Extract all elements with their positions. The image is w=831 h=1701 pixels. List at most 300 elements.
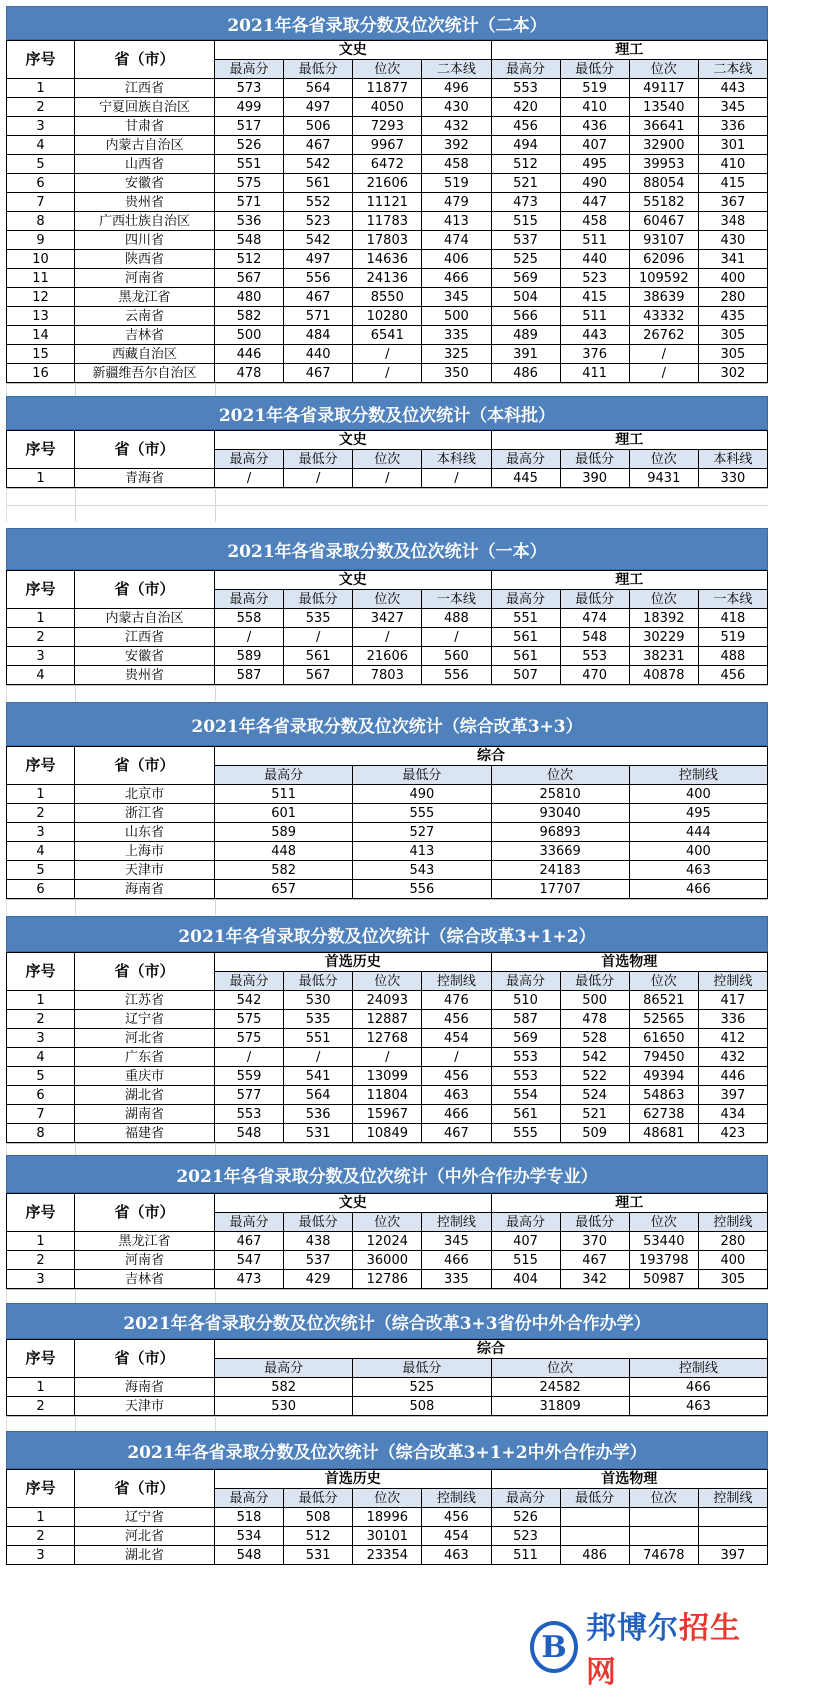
value-cell: 9967 — [353, 136, 422, 155]
value-cell: 496 — [422, 79, 491, 98]
row-number: 1 — [7, 609, 75, 628]
header-province: 省（市） — [75, 571, 215, 609]
row-number: 4 — [7, 842, 75, 861]
value-cell: 490 — [560, 174, 629, 193]
table-row — [7, 991, 768, 1010]
value-cell: 466 — [422, 1251, 491, 1270]
score-table — [6, 1469, 768, 1565]
value-cell: / — [353, 628, 422, 647]
value-cell: 454 — [422, 1527, 491, 1546]
table-row — [7, 1378, 768, 1397]
value-cell: 32900 — [629, 136, 698, 155]
score-table — [6, 952, 768, 1143]
value-cell: 404 — [491, 1270, 560, 1289]
header-no: 序号 — [7, 953, 75, 991]
column-header: 控制线 — [698, 1213, 767, 1232]
value-cell: 473 — [491, 193, 560, 212]
value-cell: 566 — [491, 307, 560, 326]
group-header-b: 理工 — [491, 1194, 768, 1213]
value-cell: 26762 — [629, 326, 698, 345]
province-cell: 湖北省 — [75, 1546, 215, 1565]
value-cell: 488 — [422, 609, 491, 628]
value-cell: 530 — [215, 1397, 353, 1416]
value-cell: 467 — [284, 136, 353, 155]
value-cell: 390 — [560, 469, 629, 488]
column-header: 本科线 — [422, 450, 491, 469]
table-row — [7, 288, 768, 307]
value-cell: 440 — [284, 345, 353, 364]
column-header: 位次 — [629, 972, 698, 991]
column-header: 位次 — [491, 766, 629, 785]
value-cell: 560 — [422, 647, 491, 666]
column-header: 位次 — [629, 1489, 698, 1508]
table-row — [7, 647, 768, 666]
row-number: 2 — [7, 628, 75, 647]
score-table — [6, 1339, 768, 1416]
row-number: 12 — [7, 288, 75, 307]
value-cell: 575 — [215, 1029, 284, 1048]
value-cell: 509 — [560, 1124, 629, 1143]
province-cell: 吉林省 — [75, 326, 215, 345]
table-row — [7, 98, 768, 117]
value-cell: 418 — [698, 609, 767, 628]
section-title: 2021年各省录取分数及位次统计（综合改革3+3省份中外合作办学） — [6, 1303, 768, 1339]
value-cell: 13099 — [353, 1067, 422, 1086]
value-cell: 551 — [284, 1029, 353, 1048]
value-cell: 463 — [422, 1546, 491, 1565]
score-table — [6, 430, 768, 488]
province-cell: 河南省 — [75, 1251, 215, 1270]
value-cell: 587 — [215, 666, 284, 685]
province-cell: 内蒙古自治区 — [75, 609, 215, 628]
value-cell: / — [629, 345, 698, 364]
page — [6, 0, 768, 1563]
value-cell: 512 — [491, 155, 560, 174]
value-cell: 400 — [629, 842, 767, 861]
value-cell: 525 — [353, 1378, 491, 1397]
province-cell: 山东省 — [75, 823, 215, 842]
value-cell: 4050 — [353, 98, 422, 117]
value-cell: 345 — [698, 98, 767, 117]
column-header: 最高分 — [491, 1213, 560, 1232]
value-cell: 55182 — [629, 193, 698, 212]
value-cell: / — [215, 469, 284, 488]
value-cell: 411 — [560, 364, 629, 383]
table-row — [7, 1086, 768, 1105]
value-cell: 558 — [215, 609, 284, 628]
value-cell: / — [353, 364, 422, 383]
province-cell: 黑龙江省 — [75, 288, 215, 307]
value-cell: 524 — [560, 1086, 629, 1105]
province-cell: 广东省 — [75, 1048, 215, 1067]
value-cell: 458 — [560, 212, 629, 231]
province-cell: 江苏省 — [75, 991, 215, 1010]
province-cell: 内蒙古自治区 — [75, 136, 215, 155]
table-row — [7, 231, 768, 250]
value-cell: 11877 — [353, 79, 422, 98]
value-cell: 397 — [698, 1546, 767, 1565]
value-cell: / — [353, 1048, 422, 1067]
value-cell: 577 — [215, 1086, 284, 1105]
value-cell: 495 — [629, 804, 767, 823]
value-cell: 456 — [491, 117, 560, 136]
value-cell: 18392 — [629, 609, 698, 628]
value-cell: 463 — [629, 1397, 767, 1416]
table-section — [6, 1303, 768, 1432]
value-cell: 430 — [698, 231, 767, 250]
value-cell: 446 — [698, 1067, 767, 1086]
value-cell: 478 — [560, 1010, 629, 1029]
value-cell: 518 — [215, 1508, 284, 1527]
value-cell: 589 — [215, 647, 284, 666]
province-cell: 江西省 — [75, 79, 215, 98]
row-number: 15 — [7, 345, 75, 364]
value-cell: 515 — [491, 212, 560, 231]
value-cell: 556 — [353, 880, 491, 899]
value-cell: 554 — [491, 1086, 560, 1105]
value-cell: 522 — [560, 1067, 629, 1086]
value-cell: 534 — [215, 1527, 284, 1546]
value-cell: 506 — [284, 117, 353, 136]
section-title: 2021年各省录取分数及位次统计（中外合作办学专业） — [6, 1155, 768, 1193]
section-title: 2021年各省录取分数及位次统计（综合改革3+1+2中外合作办学） — [6, 1431, 768, 1469]
value-cell: 589 — [215, 823, 353, 842]
group-header-a: 文史 — [215, 41, 492, 60]
value-cell: 74678 — [629, 1546, 698, 1565]
value-cell: 445 — [491, 469, 560, 488]
column-header: 位次 — [353, 1213, 422, 1232]
group-header-a: 文史 — [215, 431, 492, 450]
value-cell: 500 — [560, 991, 629, 1010]
value-cell: 447 — [560, 193, 629, 212]
row-number: 8 — [7, 1124, 75, 1143]
table-row — [7, 1029, 768, 1048]
table-section — [6, 528, 768, 701]
column-header: 最高分 — [491, 590, 560, 609]
column-header: 位次 — [629, 1213, 698, 1232]
watermark-logo-icon: B — [530, 1621, 578, 1673]
value-cell: 521 — [560, 1105, 629, 1124]
row-number: 3 — [7, 647, 75, 666]
value-cell: 569 — [491, 1029, 560, 1048]
value-cell: 12024 — [353, 1232, 422, 1251]
value-cell: 3427 — [353, 609, 422, 628]
spreadsheet-gap — [6, 685, 768, 701]
column-header: 位次 — [353, 450, 422, 469]
column-header: 最低分 — [560, 1213, 629, 1232]
value-cell: 467 — [422, 1124, 491, 1143]
value-cell: 499 — [215, 98, 284, 117]
value-cell: 548 — [215, 1546, 284, 1565]
value-cell: 79450 — [629, 1048, 698, 1067]
value-cell: 548 — [215, 1124, 284, 1143]
column-header: 二本线 — [422, 60, 491, 79]
column-header: 最低分 — [284, 60, 353, 79]
table-row — [7, 345, 768, 364]
province-cell: 贵州省 — [75, 193, 215, 212]
table-row — [7, 364, 768, 383]
value-cell: 494 — [491, 136, 560, 155]
value-cell: 54863 — [629, 1086, 698, 1105]
province-cell: 吉林省 — [75, 1270, 215, 1289]
value-cell: 305 — [698, 1270, 767, 1289]
value-cell: 350 — [422, 364, 491, 383]
value-cell: 6541 — [353, 326, 422, 345]
row-number: 4 — [7, 666, 75, 685]
value-cell: 43332 — [629, 307, 698, 326]
province-cell: 西藏自治区 — [75, 345, 215, 364]
value-cell: 86521 — [629, 991, 698, 1010]
value-cell: 325 — [422, 345, 491, 364]
header-province: 省（市） — [75, 1194, 215, 1232]
watermark-text-part-b: 招生网 — [585, 1611, 741, 1690]
value-cell: 466 — [629, 880, 767, 899]
value-cell: 423 — [698, 1124, 767, 1143]
value-cell: 456 — [698, 666, 767, 685]
value-cell: 11783 — [353, 212, 422, 231]
value-cell: 548 — [560, 628, 629, 647]
table-row — [7, 269, 768, 288]
value-cell: 553 — [215, 1105, 284, 1124]
column-header: 最高分 — [215, 1213, 284, 1232]
value-cell: 88054 — [629, 174, 698, 193]
value-cell: 456 — [422, 1010, 491, 1029]
value-cell: 537 — [491, 231, 560, 250]
value-cell: 11121 — [353, 193, 422, 212]
value-cell: 497 — [284, 250, 353, 269]
column-header: 最低分 — [284, 972, 353, 991]
header-no: 序号 — [7, 431, 75, 469]
value-cell: 62738 — [629, 1105, 698, 1124]
value-cell: 552 — [284, 193, 353, 212]
row-number: 1 — [7, 1232, 75, 1251]
value-cell: 406 — [422, 250, 491, 269]
row-number: 4 — [7, 1048, 75, 1067]
value-cell: 467 — [560, 1251, 629, 1270]
value-cell: 511 — [215, 785, 353, 804]
value-cell: 40878 — [629, 666, 698, 685]
table-row — [7, 1105, 768, 1124]
province-cell: 上海市 — [75, 842, 215, 861]
row-number: 3 — [7, 1546, 75, 1565]
value-cell: 466 — [629, 1378, 767, 1397]
value-cell: 13540 — [629, 98, 698, 117]
value-cell — [629, 1527, 698, 1546]
value-cell: 12887 — [353, 1010, 422, 1029]
column-header: 一本线 — [698, 590, 767, 609]
value-cell: 432 — [698, 1048, 767, 1067]
value-cell: 508 — [353, 1397, 491, 1416]
value-cell: 541 — [284, 1067, 353, 1086]
value-cell: 435 — [698, 307, 767, 326]
value-cell: 432 — [422, 117, 491, 136]
value-cell: 370 — [560, 1232, 629, 1251]
value-cell: 504 — [491, 288, 560, 307]
value-cell: / — [284, 469, 353, 488]
value-cell: 536 — [215, 212, 284, 231]
province-cell: 安徽省 — [75, 647, 215, 666]
header-no: 序号 — [7, 1340, 75, 1378]
value-cell: 484 — [284, 326, 353, 345]
value-cell: 523 — [284, 212, 353, 231]
table-section — [6, 702, 768, 915]
value-cell: 407 — [491, 1232, 560, 1251]
value-cell: 510 — [491, 991, 560, 1010]
score-table — [6, 1193, 768, 1289]
value-cell: 6472 — [353, 155, 422, 174]
value-cell: 495 — [560, 155, 629, 174]
table-row — [7, 880, 768, 899]
table-section — [6, 916, 768, 1159]
value-cell: 420 — [491, 98, 560, 117]
value-cell: 341 — [698, 250, 767, 269]
value-cell: 497 — [284, 98, 353, 117]
value-cell: 96893 — [491, 823, 629, 842]
group-header-b: 理工 — [491, 571, 768, 590]
value-cell: 526 — [215, 136, 284, 155]
value-cell: 531 — [284, 1124, 353, 1143]
row-number: 3 — [7, 823, 75, 842]
value-cell — [560, 1508, 629, 1527]
value-cell: 466 — [422, 1105, 491, 1124]
row-number: 2 — [7, 1527, 75, 1546]
value-cell: 527 — [353, 823, 491, 842]
column-header: 控制线 — [698, 972, 767, 991]
value-cell: 31809 — [491, 1397, 629, 1416]
value-cell: 519 — [560, 79, 629, 98]
value-cell: / — [353, 345, 422, 364]
value-cell: 479 — [422, 193, 491, 212]
table-row — [7, 1067, 768, 1086]
value-cell: 30101 — [353, 1527, 422, 1546]
value-cell: 553 — [491, 1048, 560, 1067]
value-cell: 507 — [491, 666, 560, 685]
value-cell: 511 — [560, 231, 629, 250]
table-row — [7, 666, 768, 685]
value-cell: 36000 — [353, 1251, 422, 1270]
value-cell: 330 — [698, 469, 767, 488]
table-row — [7, 193, 768, 212]
value-cell: 575 — [215, 174, 284, 193]
value-cell: 478 — [215, 364, 284, 383]
value-cell: 535 — [284, 609, 353, 628]
table-section — [6, 396, 768, 522]
spreadsheet-gap — [6, 1416, 768, 1432]
column-header: 位次 — [491, 1359, 629, 1378]
column-header: 最低分 — [560, 590, 629, 609]
column-header: 最高分 — [215, 60, 284, 79]
value-cell: 24183 — [491, 861, 629, 880]
value-cell: 93107 — [629, 231, 698, 250]
value-cell: / — [422, 1048, 491, 1067]
spreadsheet-gap — [6, 899, 768, 915]
column-header: 一本线 — [422, 590, 491, 609]
value-cell: 500 — [215, 326, 284, 345]
group-header-a: 文史 — [215, 571, 492, 590]
value-cell: 336 — [698, 117, 767, 136]
value-cell: 25810 — [491, 785, 629, 804]
province-cell: 云南省 — [75, 307, 215, 326]
value-cell: 571 — [215, 193, 284, 212]
province-cell: 宁夏回族自治区 — [75, 98, 215, 117]
value-cell: 14636 — [353, 250, 422, 269]
value-cell: 542 — [284, 155, 353, 174]
value-cell: 542 — [560, 1048, 629, 1067]
value-cell: 392 — [422, 136, 491, 155]
value-cell: / — [215, 628, 284, 647]
province-cell: 黑龙江省 — [75, 1232, 215, 1251]
value-cell: 376 — [560, 345, 629, 364]
value-cell: 575 — [215, 1010, 284, 1029]
value-cell: 345 — [422, 1232, 491, 1251]
watermark-text-part-a: 邦博尔 — [585, 1611, 679, 1646]
value-cell: 345 — [422, 288, 491, 307]
value-cell: 537 — [284, 1251, 353, 1270]
table-section — [6, 6, 768, 399]
value-cell: 528 — [560, 1029, 629, 1048]
value-cell: 530 — [284, 991, 353, 1010]
watermark-text — [586, 1603, 755, 1691]
value-cell: 400 — [698, 1251, 767, 1270]
row-number: 1 — [7, 785, 75, 804]
value-cell: 38639 — [629, 288, 698, 307]
column-header: 最低分 — [284, 1489, 353, 1508]
value-cell: 21606 — [353, 174, 422, 193]
value-cell: 8550 — [353, 288, 422, 307]
table-row — [7, 1232, 768, 1251]
row-number: 3 — [7, 1029, 75, 1048]
value-cell: 521 — [491, 174, 560, 193]
group-header-a: 首选历史 — [215, 1470, 492, 1489]
value-cell: 417 — [698, 991, 767, 1010]
table-section — [6, 1155, 768, 1305]
column-header: 控制线 — [422, 1213, 491, 1232]
table-row — [7, 1124, 768, 1143]
value-cell: 10280 — [353, 307, 422, 326]
value-cell: / — [215, 1048, 284, 1067]
value-cell: 473 — [215, 1270, 284, 1289]
column-header: 最低分 — [560, 1489, 629, 1508]
value-cell: 536 — [284, 1105, 353, 1124]
column-header: 二本线 — [698, 60, 767, 79]
value-cell: 571 — [284, 307, 353, 326]
value-cell: 335 — [422, 1270, 491, 1289]
value-cell: / — [422, 628, 491, 647]
province-cell: 浙江省 — [75, 804, 215, 823]
value-cell: 60467 — [629, 212, 698, 231]
value-cell: 511 — [491, 1546, 560, 1565]
table-row — [7, 79, 768, 98]
value-cell: 12768 — [353, 1029, 422, 1048]
province-cell: 海南省 — [75, 1378, 215, 1397]
value-cell: 302 — [698, 364, 767, 383]
value-cell: 548 — [215, 231, 284, 250]
group-header-b: 首选物理 — [491, 953, 768, 972]
value-cell: 400 — [698, 269, 767, 288]
value-cell: 23354 — [353, 1546, 422, 1565]
value-cell: 397 — [698, 1086, 767, 1105]
table-row — [7, 609, 768, 628]
header-province: 省（市） — [75, 747, 215, 785]
value-cell: 551 — [215, 155, 284, 174]
value-cell: 474 — [560, 609, 629, 628]
province-cell: 河北省 — [75, 1029, 215, 1048]
value-cell: 555 — [491, 1124, 560, 1143]
value-cell: 500 — [422, 307, 491, 326]
value-cell: 444 — [629, 823, 767, 842]
province-cell: 甘肃省 — [75, 117, 215, 136]
value-cell: 49117 — [629, 79, 698, 98]
